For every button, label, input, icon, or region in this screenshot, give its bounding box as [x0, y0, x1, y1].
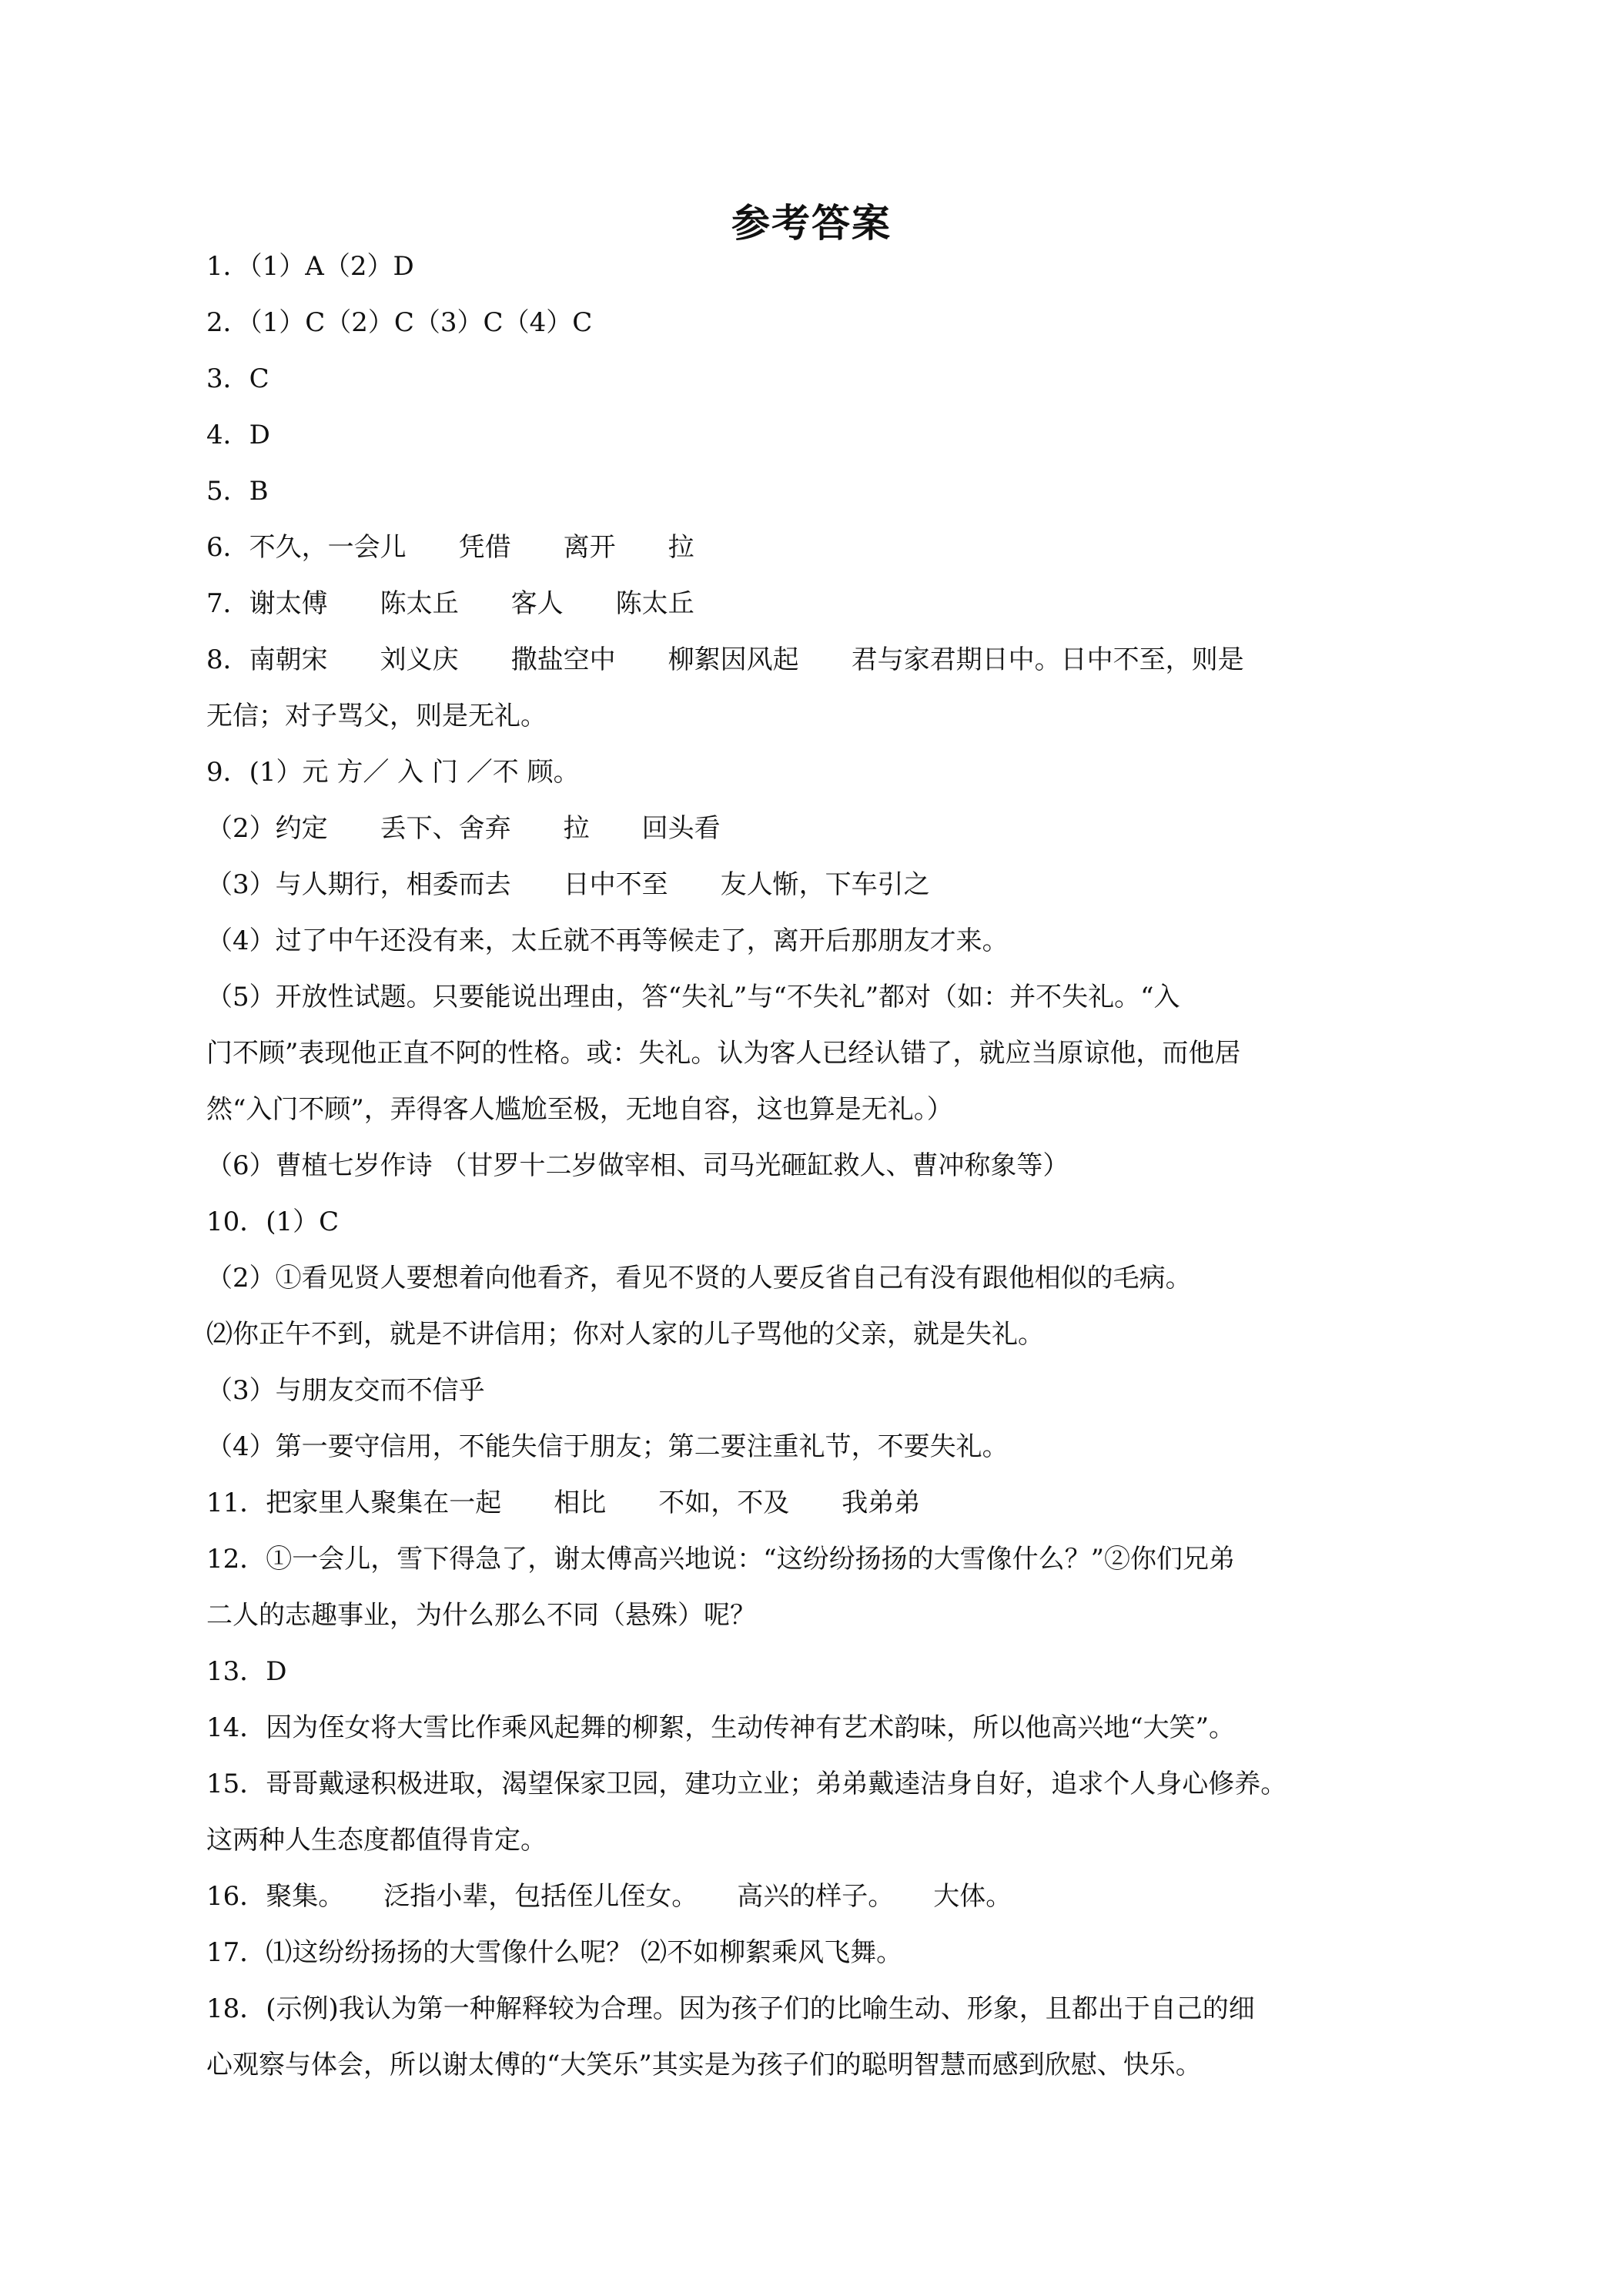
answer-line: 16．聚集。 泛指小辈，包括侄儿侄女。 高兴的样子。 大体。 [206, 1881, 1012, 1912]
answer-line: （4）过了中午还没有来，太丘就不再等候走了，离开后那朋友才来。 [206, 925, 1009, 956]
answer-line: 这两种人生态度都值得肯定。 [206, 1825, 547, 1856]
answer-line: 无信；对子骂父，则是无礼。 [206, 701, 547, 731]
answer-line: 14．因为侄女将大雪比作乘风起舞的柳絮，生动传神有艺术韵味，所以他高兴地“大笑”。 [206, 1712, 1236, 1743]
answer-line: 3．C [206, 363, 269, 394]
answer-line: 10．(1）C [206, 1207, 340, 1237]
answer-line: 门不顾”表现他正直不阿的性格。或：失礼。认为客人已经认错了，就应当原谅他，而他居 [206, 1038, 1241, 1069]
answer-line: （4）第一要守信用，不能失信于朋友；第二要注重礼节，不要失礼。 [206, 1431, 1009, 1462]
answer-line: 7．谢太傅 陈太丘 客人 陈太丘 [206, 588, 694, 619]
answer-line: 4．D [206, 420, 270, 450]
answer-line: 11．把家里人聚集在一起 相比 不如，不及 我弟弟 [206, 1488, 921, 1518]
answer-line: （5）开放性试题。只要能说出理由，答“失礼”与“不失礼”都对（如：并不失礼。“入 [206, 982, 1180, 1012]
answer-line: 2．（1）C（2）C（3）C（4）C [206, 307, 593, 338]
answer-line: 二人的志趣事业，为什么那么不同（悬殊）呢？ [206, 1600, 756, 1631]
answer-lines [206, 239, 1392, 2094]
answer-line: 12．①一会儿，雪下得急了，谢太傅高兴地说：“这纷纷扬扬的大雪像什么？”②你们兄弟 [206, 1544, 1236, 1575]
answer-line: （3）与人期行，相委而去 日中不至 友人惭，下车引之 [206, 869, 930, 900]
answer-line: （3）与朋友交而不信乎 [206, 1375, 485, 1406]
answer-line: 18．(示例)我认为第一种解释较为合理。因为孩子们的比喻生动、形象，且都出于自己的细 [206, 1993, 1255, 2024]
answer-line: 然“入门不顾”，弄得客人尴尬至极，无地自容，这也算是无礼。） [206, 1094, 953, 1125]
answer-line: 17．⑴这纷纷扬扬的大雪像什么呢？ ⑵不如柳絮乘风飞舞。 [206, 1937, 903, 1968]
answer-line: 8．南朝宋 刘义庆 撒盐空中 柳絮因风起 君与家君期日中。日中不至，则是 [206, 644, 1244, 675]
answer-line: 1．（1）A（2）D [206, 251, 414, 282]
answer-line: 13．D [206, 1656, 287, 1687]
answer-line: （2）约定 丢下、舍弃 拉 回头看 [206, 813, 721, 844]
answer-line: 5．B [206, 476, 269, 507]
answer-line: 15．哥哥戴逯积极进取，渴望保家卫园，建功立业；弟弟戴逵洁身自好，追求个人身心修养。 [206, 1769, 1287, 1799]
answer-line: 心观察与体会，所以谢太傅的“大笑乐”其实是为孩子们的聪明智慧而感到欣慰、快乐。 [206, 2050, 1202, 2080]
answer-line: 6．不久，一会儿 凭借 离开 拉 [206, 532, 694, 563]
answer-line: ⑵你正午不到，就是不讲信用；你对人家的儿子骂他的父亲，就是失礼。 [206, 1319, 1044, 1350]
answer-line: （2）①看见贤人要想着向他看齐，看见不贤的人要反省自己有没有跟他相似的毛病。 [206, 1263, 1192, 1294]
answer-line: （6）曹植七岁作诗 （甘罗十二岁做宰相、司马光砸缸救人、曹冲称象等） [206, 1150, 1069, 1181]
page-title: 参考答案 [731, 201, 892, 246]
answer-line: 9．(1）元 方／ 入 门 ／不 顾。 [206, 757, 580, 788]
